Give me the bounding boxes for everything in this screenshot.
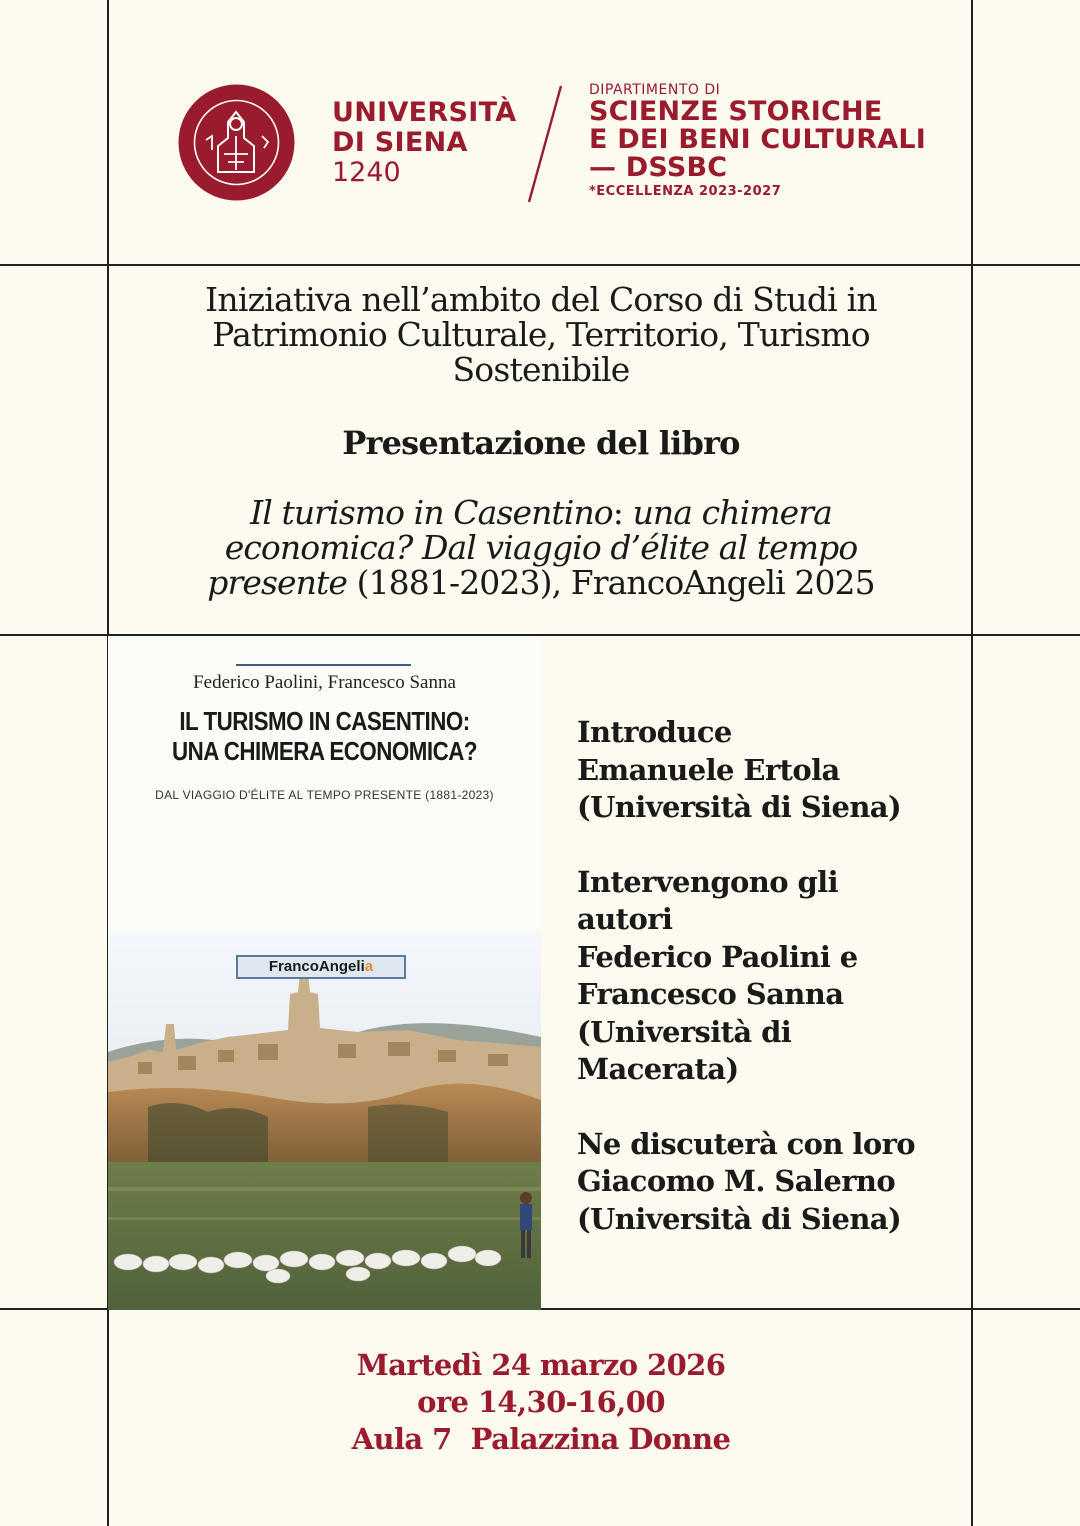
discussant-label: Ne discuterà con loro: [577, 1126, 915, 1161]
department-name: [589, 82, 926, 199]
initiative-line3: Sostenibile: [452, 350, 630, 389]
initiative-line1: Iniziativa nell’ambito del Corso di Studi in: [205, 280, 877, 319]
authors-label-line2: autori: [577, 902, 673, 936]
book-title-line3-italic: presente: [207, 563, 348, 602]
right-border-line: [971, 0, 973, 1526]
open-access-icon: a: [364, 958, 374, 975]
presentation-heading: Presentazione del libro: [342, 424, 740, 462]
authors-name-line2: Francesco Sanna: [577, 977, 844, 1011]
event-details: [110, 1347, 972, 1458]
authors-name-line1: Federico Paolini e: [577, 939, 858, 974]
university-name-line1: UNIVERSITÀ: [332, 97, 517, 128]
cover-publisher-name: FrancoAngeli: [268, 958, 365, 975]
department-excellence: *ECCELLENZA 2023-2027: [589, 184, 782, 199]
event-place: Aula 7 Palazzina Donne: [351, 1422, 731, 1456]
cover-title-line1: IL TURISMO IN CASENTINO:: [179, 706, 470, 736]
event-date: Martedì 24 marzo 2026: [356, 1348, 726, 1382]
cover-authors: Federico Paolini, Francesco Sanna: [193, 672, 456, 693]
book-title-line2: economica? Dal viaggio d’élite al tempo: [224, 528, 858, 567]
speakers-list: [577, 714, 957, 1238]
introducer-name: Emanuele Ertola: [577, 752, 840, 787]
discussant-name: Giacomo M. Salerno: [577, 1164, 896, 1198]
slash-divider: [515, 84, 565, 204]
authors-affiliation-line2: Macerata): [577, 1052, 739, 1086]
book-title: [110, 495, 972, 600]
department-prefix: DIPARTIMENTO DI: [589, 82, 721, 98]
divider-header: [0, 264, 1080, 266]
cover-publisher-logo: [236, 955, 406, 979]
department-line2: E DEI BENI CULTURALI: [589, 124, 926, 155]
book-title-part1: Il turismo in Casentino: [250, 493, 613, 532]
university-seal-logo: [178, 84, 295, 201]
university-year: 1240: [332, 157, 401, 188]
initiative-text: [110, 282, 972, 387]
cover-title-line2: UNA CHIMERA ECONOMICA?: [171, 736, 477, 766]
cover-landscape-photo: [108, 932, 541, 1310]
department-line3: — DSSBC: [589, 152, 728, 183]
department-line1: SCIENZE STORICHE: [589, 96, 883, 127]
introducer-label: Introduce: [577, 715, 732, 749]
initiative-line2: Patrimonio Culturale, Territorio, Turismo: [212, 315, 870, 354]
book-title-colon: :: [612, 493, 633, 532]
university-name: [332, 98, 516, 188]
book-cover-image: [108, 636, 541, 1310]
cover-title: [138, 706, 510, 766]
book-title-publisher: , FrancoAngeli 2025: [551, 563, 875, 602]
authors-affiliation-line1: (Università di: [577, 1014, 792, 1049]
cover-rule: [236, 664, 411, 666]
discussant-affiliation: (Università di Siena): [577, 1201, 902, 1236]
book-title-years: (1881-2023): [347, 563, 552, 602]
authors-label-line1: Intervengono gli: [577, 864, 839, 899]
cover-subtitle: DAL VIAGGIO D'ÉLITE AL TEMPO PRESENTE (1881-2023): [155, 788, 494, 802]
university-name-line2: DI SIENA: [332, 127, 468, 158]
introducer-affiliation: (Università di Siena): [577, 790, 902, 824]
event-time: ore 14,30-16,00: [417, 1385, 665, 1419]
book-title-part2: una chimera: [632, 493, 832, 532]
